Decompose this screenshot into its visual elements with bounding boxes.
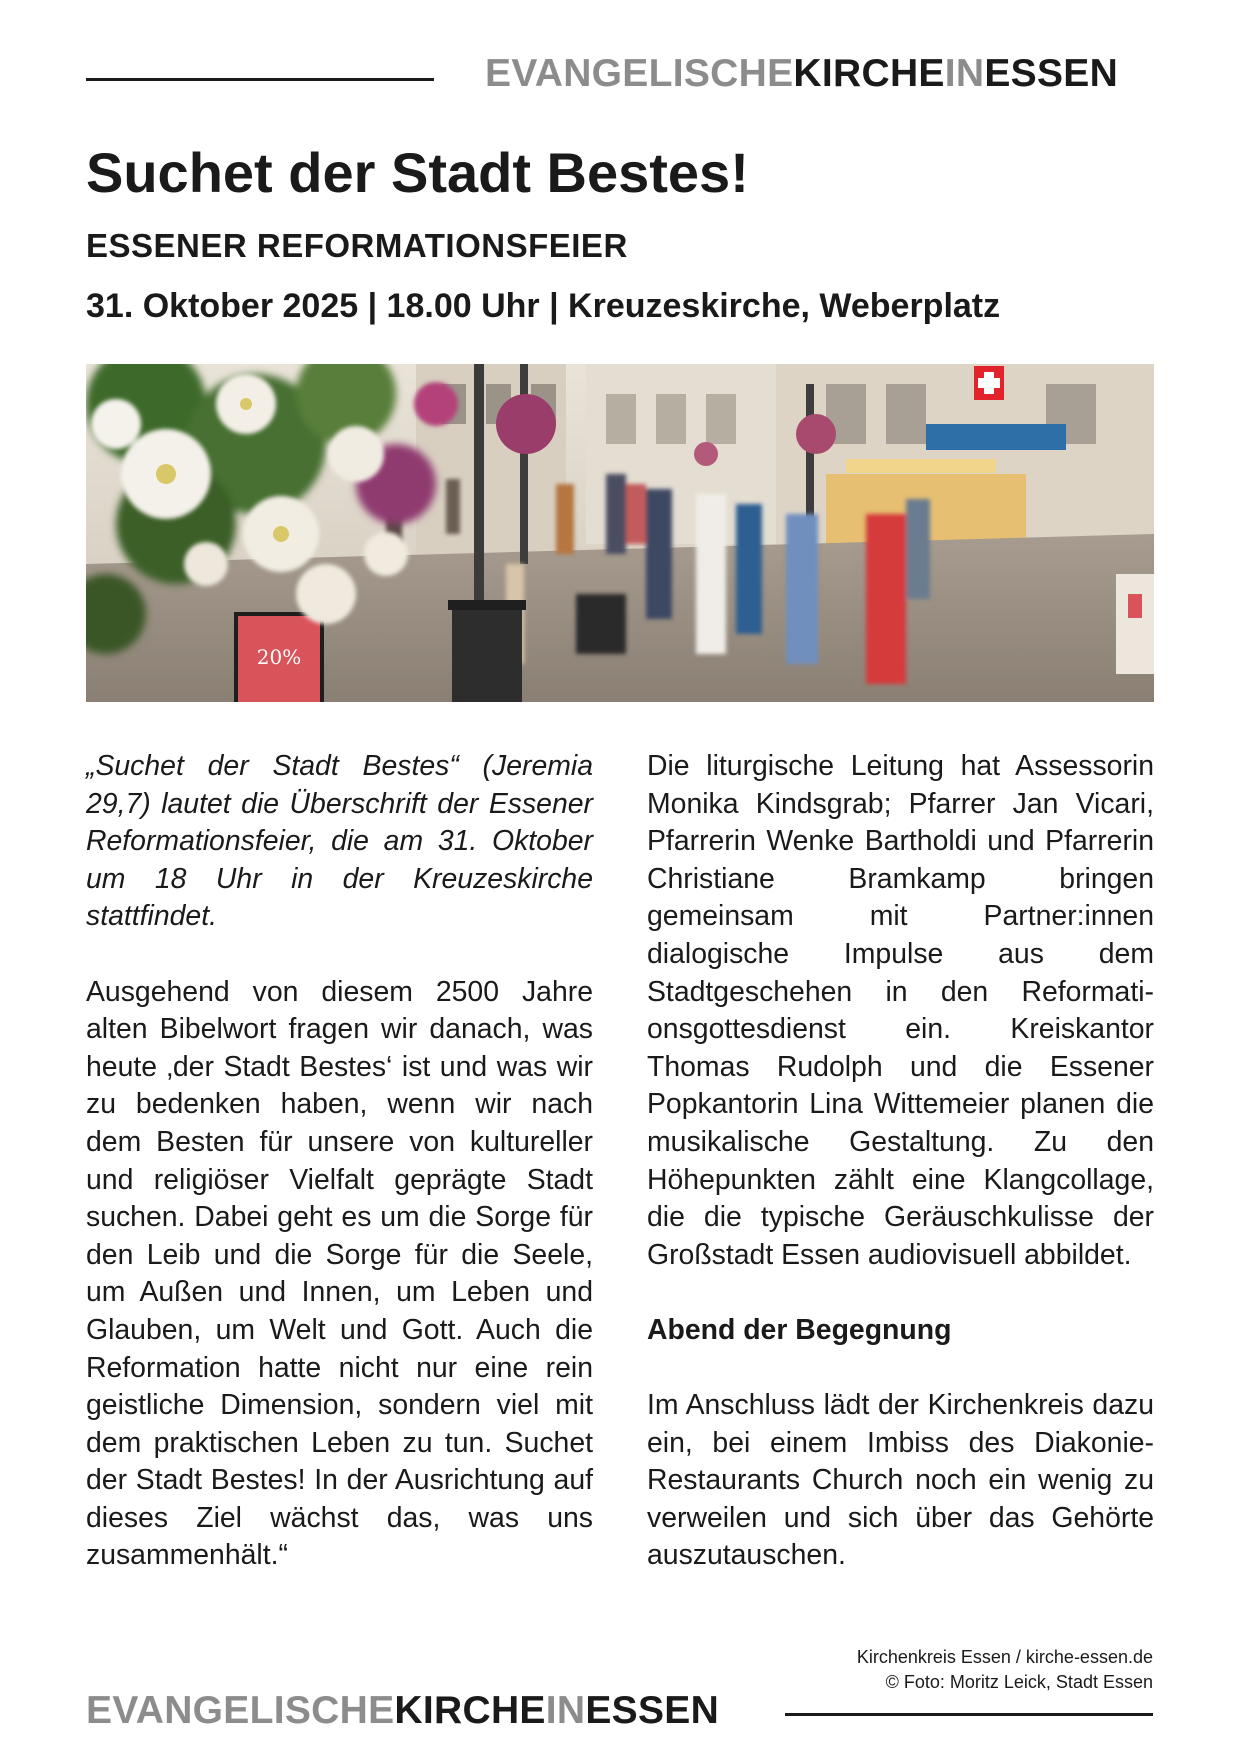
- article-column-left: [86, 748, 593, 1613]
- brand-part-evangelische: EVANGELISCHE: [86, 1689, 395, 1732]
- brand-part-kirche: KIRCHE: [793, 52, 945, 95]
- body-paragraph-1: Ausgehend von diesem 2500 Jahre alten Bibelwort fragen wir danach, was heute ‚der Stadt Bestes‘ ist und was wir zu bedenken haben, wenn wir nach dem Besten für unsere von kultureller und religiöser Vielfalt geprägte Stadt suchen. Dabei geht es um die Sorge für den Leib und die Sorge für die Seele, um Außen und Innen, um Leben und Glauben, um Welt und Gott. Auch die Reformation hatte nicht nur eine rein geistliche Dimension, sondern viel mit dem praktischen Leben zu tun. Suchet der Stadt Bestes! In der Ausrichtung auf dieses Ziel wächst das, was uns zusammenhält.“: [86, 975, 593, 1572]
- street-photo: [86, 364, 1154, 702]
- article-column-right: [647, 748, 1154, 1613]
- body-paragraph-3: Im Anschluss lädt der Kirchenkreis dazu ein, bei einem Imbiss des Diakonie-Restaurants Church noch ein wenig zu verweilen und sich über das Gehörte auszutauschen.: [647, 1389, 1154, 1572]
- credit-line-photo: © Foto: Moritz Leick, Stadt Essen: [885, 1672, 1153, 1692]
- event-subtitle: ESSENER REFORMATIONSFEIER: [86, 227, 628, 264]
- credit-line-source: Kirchenkreis Essen / kirche-essen.de: [856, 1647, 1153, 1667]
- brand-logo-bottom: [86, 1689, 719, 1733]
- brand-part-essen: ESSEN: [585, 1689, 720, 1732]
- page-title: Suchet der Stadt Bestes!: [86, 141, 749, 204]
- brand-part-in: IN: [545, 1689, 586, 1732]
- sale-sign-text: 20%: [256, 645, 302, 669]
- section-heading: Abend der Begegnung: [647, 1313, 952, 1346]
- brand-part-kirche: KIRCHE: [394, 1689, 546, 1732]
- brand-part-evangelische: EVANGELISCHE: [485, 52, 794, 95]
- top-divider-rule: [86, 78, 434, 81]
- intro-paragraph: „Suchet der Stadt Bestes“ (Jeremia 29,7) lautet die Überschrift der Essener Reformationsfeier, die am 31. Oktober um 18 Uhr in der Kreuzeskirche stattfindet.: [86, 750, 593, 933]
- photo-credits: [857, 1645, 1153, 1695]
- brand-part-in: IN: [944, 52, 985, 95]
- brand-part-essen: ESSEN: [984, 52, 1119, 95]
- body-paragraph-2: Die liturgische Leitung hat Assessorin Monika Kindsgrab; Pfarrer Jan Vicari, Pfarrerin Wenke Bartholdi und Pfarrerin Christiane Bramkamp bringen gemeinsam mit Partner:innen dialogische Impulse aus dem Stadtgeschehen in den Reformationsgottesdienst ein. Kreiskantor Thomas Rudolph und die Essener Popkantorin Lina Wittemeier planen die musikalische Gestaltung. Zu den Höhepunkten zählt eine Klangcollage, die die typische Geräuschkulisse der Großstadt Essen audiovisuell abbildet.: [647, 750, 1154, 1271]
- brand-logo-top: [485, 52, 1118, 96]
- event-date-location: 31. Oktober 2025 | 18.00 Uhr | Kreuzeskirche, Weberplatz: [86, 287, 1001, 325]
- bottom-divider-rule: [785, 1713, 1153, 1716]
